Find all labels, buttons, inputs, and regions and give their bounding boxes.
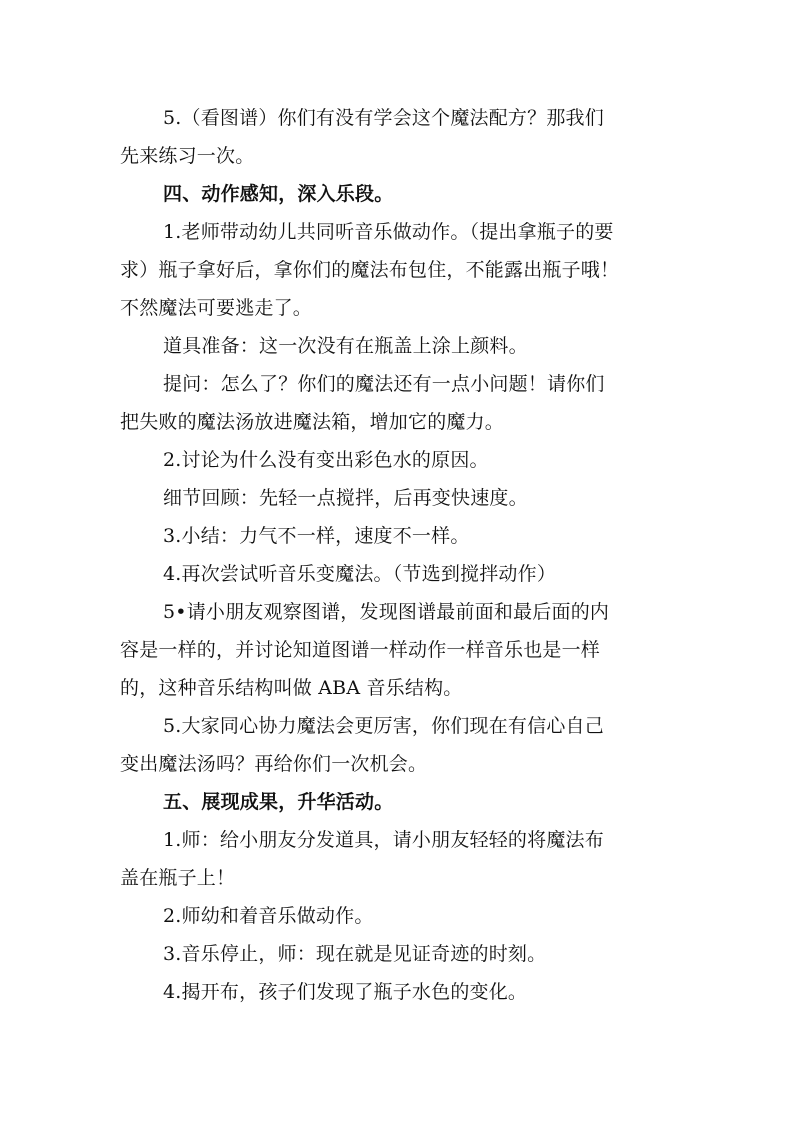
paragraph-line-aba-structure: 的，这种音乐结构叫做 ABA 音乐结构。 [120,677,463,699]
paragraph-line-reveal: 4.揭开布，孩子们发现了瓶子水色的变化。 [163,981,528,1003]
paragraph-line-question: 提问：怎么了？你们的魔法还有一点小问题！请你们 [163,373,605,395]
paragraph-line-step5-confidence: 5.大家同心协力魔法会更厉害，你们现在有信心自己 [163,715,604,737]
paragraph-line-step1: 1.老师带动幼儿共同听音乐做动作。（提出拿瓶子的要 [163,221,614,243]
paragraph-line-cover-bottle: 盖在瓶子上！ [120,867,236,889]
paragraph-line-review: 细节回顾：先轻一点搅拌，后再变快速度。 [163,487,528,509]
paragraph-line-props: 道具准备：这一次没有在瓶盖上涂上颜料。 [163,335,528,357]
paragraph-line-step2: 2.讨论为什么没有变出彩色水的原因。 [163,449,489,471]
paragraph-line-bottle-requirement: 求）瓶子拿好后，拿你们的魔法布包住，不能露出瓶子哦！ [120,259,620,281]
paragraph-line-same-content: 容是一样的，并讨论知道图谱一样动作一样音乐也是一样 [120,639,601,661]
paragraph-line-music-stops: 3.音乐停止，师：现在就是见证奇迹的时刻。 [163,943,547,965]
paragraph-line-magic-escape: 不然魔法可要逃走了。 [120,297,313,319]
section-heading-five: 五、展现成果，升华活动。 [163,791,394,813]
paragraph-line-magic-box: 把失败的魔法汤放进魔法箱，增加它的魔力。 [120,411,505,433]
paragraph-line-step3: 3.小结：力气不一样，速度不一样。 [163,525,470,547]
paragraph-line-step5-observe: 5•请小朋友观察图谱，发现图谱最前面和最后面的内 [163,601,610,623]
paragraph-line-another-chance: 变出魔法汤吗？再给你们一次机会。 [120,753,428,775]
section-heading-four: 四、动作感知，深入乐段。 [163,183,394,205]
paragraph-line-step4: 4.再次尝试听音乐变魔法。（节选到搅拌动作） [163,563,557,585]
paragraph-line-move-to-music: 2.师幼和着音乐做动作。 [163,905,374,927]
paragraph-line-distribute: 1.师：给小朋友分发道具，请小朋友轻轻的将魔法布 [163,829,604,851]
paragraph-line-practice: 先来练习一次。 [120,145,255,167]
paragraph-line-step5-question: 5.（看图谱）你们有没有学会这个魔法配方？那我们 [163,107,604,129]
